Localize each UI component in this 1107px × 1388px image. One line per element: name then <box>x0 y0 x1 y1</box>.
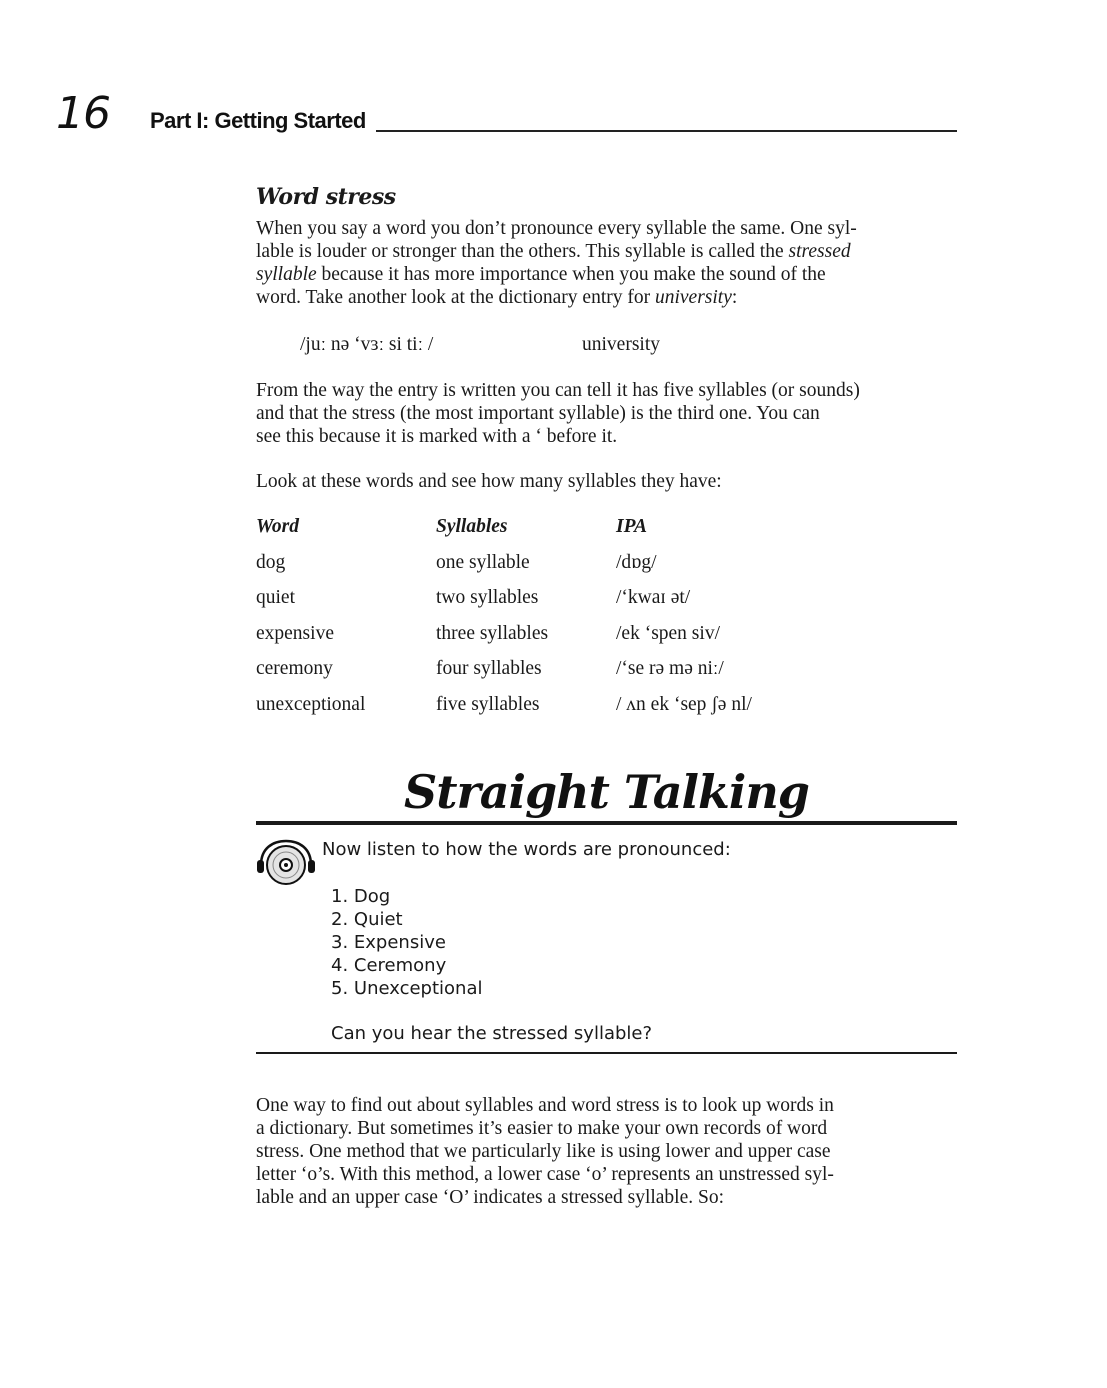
list-item: 3. Expensive <box>331 932 446 953</box>
para-line: letter ‘o’s. With this method, a lower case ‘o’ represents an unstressed syl- <box>256 1164 834 1185</box>
straight-talking-title: Straight Talking <box>404 765 809 819</box>
ipa-example-word: university <box>582 334 660 355</box>
para-line: and that the stress (the most important syllable) is the third one. You can <box>256 403 820 424</box>
intro-paragraph <box>256 217 956 309</box>
list-item: 4. Ceremony <box>331 955 447 976</box>
cell-word: dog <box>256 551 286 573</box>
cell-syllables: one syllable <box>436 551 530 573</box>
cell-ipa: /‘se rə mə niː/ <box>616 658 724 679</box>
cd-headphones-icon <box>256 838 316 888</box>
list-item: 1. Dog <box>331 886 391 907</box>
cell-word: ceremony <box>256 658 333 679</box>
instruction-paragraph: Look at these words and see how many syllables they have: <box>256 471 722 492</box>
straight-talking-top-rule <box>256 821 957 825</box>
stress-question: Can you hear the stressed syllable? <box>331 1023 653 1044</box>
listen-instruction: Now listen to how the words are pronounced: <box>322 839 731 860</box>
cell-syllables: three syllables <box>436 622 549 644</box>
pronunciation-list <box>331 885 482 1000</box>
straight-talking-bottom-rule <box>256 1052 957 1054</box>
cell-word: unexceptional <box>256 693 366 715</box>
header-rule <box>376 130 957 132</box>
page-number: 16 <box>56 88 110 139</box>
header-word: Word <box>256 516 299 537</box>
section-heading: Word stress <box>256 184 396 210</box>
cell-ipa: /‘kwaɪ ət/ <box>616 587 691 608</box>
list-item: 5. Unexceptional <box>331 978 483 999</box>
cell-syllables: four syllables <box>436 658 542 679</box>
para-line: lable and an upper case ‘O’ indicates a stressed syllable. So: <box>256 1187 725 1208</box>
cell-word: expensive <box>256 622 334 644</box>
cell-ipa: /dɒg/ <box>616 551 657 573</box>
para-line: stress. One method that we particularly like is using lower and upper case <box>256 1141 831 1162</box>
cell-syllables: five syllables <box>436 693 540 715</box>
cell-word: quiet <box>256 587 295 608</box>
explanation-paragraph <box>256 379 956 448</box>
para-line: lable is louder or stronger than the others. This syllable is called the stressed <box>256 241 851 262</box>
para-line: From the way the entry is written you can tell it has five syllables (or sounds) <box>256 380 860 401</box>
part-title: Part I: Getting Started <box>150 108 366 133</box>
para-line: When you say a word you don’t pronounce every syllable the same. One syl- <box>256 218 857 239</box>
list-item: 2. Quiet <box>331 909 403 930</box>
para-line: word. Take another look at the dictionary entry for university: <box>256 287 738 308</box>
final-paragraph <box>256 1094 956 1209</box>
cell-ipa: /ek ‘spen siv/ <box>616 622 720 644</box>
ipa-transcription: /juː nə ‘vɜː si tiː / <box>300 334 434 355</box>
para-line: syllable because it has more importance when you make the sound of the <box>256 264 826 285</box>
cell-syllables: two syllables <box>436 587 539 608</box>
header-syllables: Syllables <box>436 516 508 537</box>
para-line: a dictionary. But sometimes it’s easier to make your own records of word <box>256 1118 828 1139</box>
para-line: see this because it is marked with a ‘ before it. <box>256 426 618 447</box>
cell-ipa: / ʌn ek ‘sep ʃə nl/ <box>616 693 752 715</box>
header-ipa: IPA <box>616 516 648 537</box>
para-line: One way to find out about syllables and word stress is to look up words in <box>256 1095 834 1116</box>
